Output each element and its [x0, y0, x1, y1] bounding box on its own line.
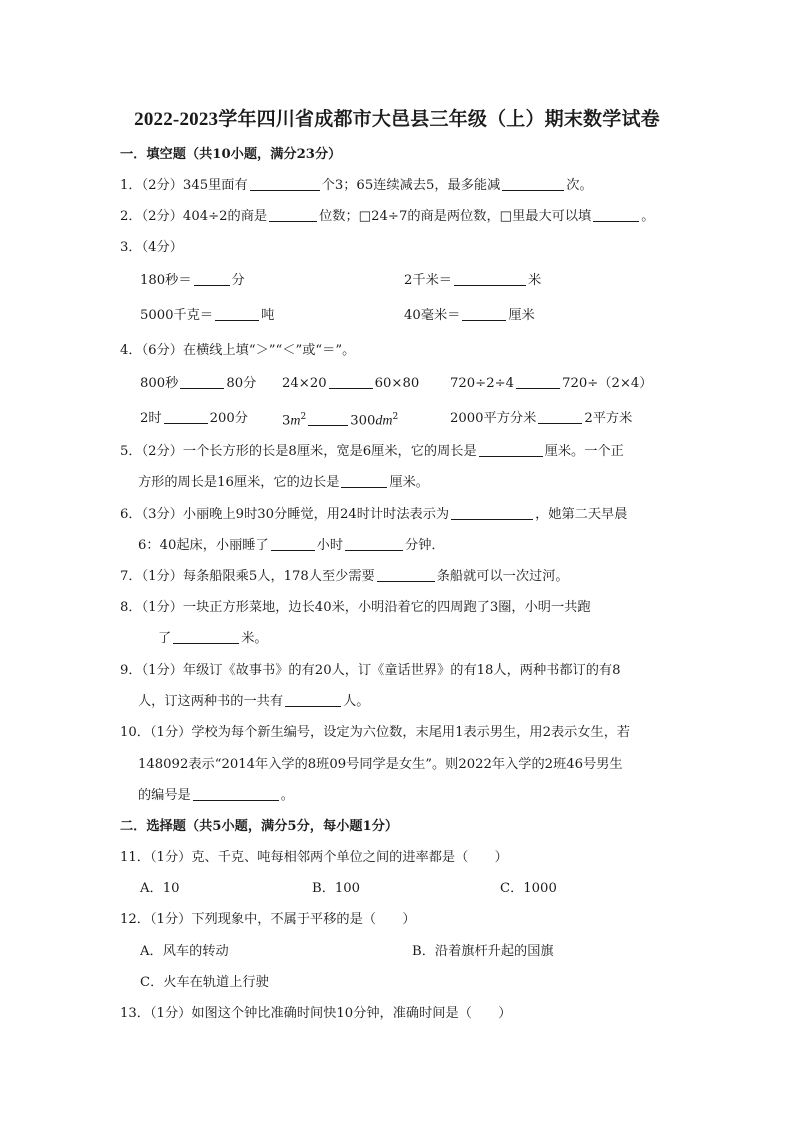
answer-blank — [377, 568, 435, 582]
question-text: ，她第二天早晨 — [535, 507, 628, 522]
question-text: 800秒 — [140, 376, 179, 391]
question-text: 次。 — [566, 178, 593, 193]
question-text: 6．（3分）小丽晚上9时30分睡觉，用24时计时法表示为 — [120, 507, 450, 522]
compare-item — [450, 375, 653, 393]
section-heading-choice: 二．选择题（共5小题，满分5分，每小题1分） — [120, 819, 399, 834]
question-text: 厘米。 — [389, 475, 429, 490]
question-text: 5000千克＝ — [140, 308, 214, 323]
question-text: 分钟． — [405, 538, 445, 553]
answer-blank — [285, 693, 341, 707]
question-text: 2时 — [140, 411, 162, 426]
answer-blank — [215, 307, 259, 321]
question-text: 。 — [280, 788, 294, 803]
option-c: C．火车在轨道上行驶 — [140, 975, 269, 990]
question-text: 2．（2分）404÷2的商是 — [120, 209, 268, 224]
unit-exponent: 2 — [300, 412, 307, 422]
option-b: B．100 — [312, 881, 361, 896]
question-3-item — [140, 272, 245, 290]
question-11: 11．（1分）克、千克、吨每相邻两个单位之间的进率都是（ ） — [120, 850, 508, 865]
answer-blank — [538, 410, 582, 424]
question-text: 位数；□24÷7的商是两位数，□里最大可以填 — [319, 209, 592, 224]
answer-blank — [502, 177, 564, 191]
answer-blank — [462, 307, 506, 321]
question-6-cont — [138, 537, 445, 555]
answer-blank — [454, 272, 526, 286]
compare-item — [140, 375, 256, 393]
answer-blank — [271, 537, 315, 551]
answer-blank — [308, 412, 348, 426]
answer-blank — [164, 410, 208, 424]
unit-text: dm — [375, 413, 393, 429]
option-a: A．10 — [140, 881, 180, 896]
question-7 — [120, 568, 569, 586]
question-8: 8．（1分）一块正方形菜地，边长40米，小明沿着它的四周跑了3圈，小明一共跑 — [120, 600, 591, 615]
question-text: 720÷2÷4 — [450, 376, 515, 391]
question-6 — [120, 506, 627, 524]
answer-blank — [593, 208, 639, 222]
compare-item — [282, 408, 398, 430]
question-text: 厘米。一个正 — [544, 444, 624, 459]
question-3-item — [140, 307, 274, 325]
answer-blank — [341, 474, 387, 488]
question-text: 吨 — [261, 308, 275, 323]
answer-blank — [451, 506, 533, 520]
question-3-item — [404, 272, 541, 290]
question-text: 200分 — [209, 411, 248, 426]
question-text: 1．（2分）345里面有 — [120, 178, 248, 193]
question-10: 10．（1分）学校为每个新生编号，设定为六位数，末尾用1表示男生，用2表示女生，若 — [120, 725, 631, 740]
question-12: 12．（1分）下列现象中，不属于平移的是（ ） — [120, 912, 416, 927]
option-c: C．1000 — [500, 881, 557, 896]
question-3-header: 3．（4分） — [120, 240, 183, 255]
unit-text: m — [290, 413, 301, 429]
question-2 — [120, 208, 654, 226]
question-text: 2000平方分米 — [450, 411, 537, 426]
unit-exponent: 2 — [392, 412, 399, 422]
question-13: 13．（1分）如图这个钟比准确时间快10分钟，准确时间是（ ） — [120, 1006, 512, 1021]
question-text: 6：40起床，小丽睡了 — [138, 538, 269, 553]
question-text: 80分 — [226, 376, 257, 391]
question-text: 7．（1分）每条船限乘5人，178人至少需要 — [120, 569, 375, 584]
answer-blank — [250, 177, 320, 191]
page-title: 2022-2023学年四川省成都市大邑县三年级（上）期末数学试卷 — [134, 109, 660, 130]
question-text: 2千米＝ — [404, 273, 452, 288]
answer-blank — [193, 787, 279, 801]
question-text: 。 — [641, 209, 655, 224]
answer-blank — [194, 272, 230, 286]
question-9-cont — [138, 693, 369, 711]
answer-blank — [516, 375, 560, 389]
question-5-cont — [138, 474, 429, 492]
compare-item — [282, 375, 419, 393]
question-text: 人，订这两种书的一共有 — [138, 694, 284, 709]
option-a: A．风车的转动 — [140, 944, 229, 959]
answer-blank — [329, 375, 373, 389]
question-text: 的编号是 — [138, 788, 191, 803]
question-text: 180秒＝ — [140, 273, 192, 288]
question-5 — [120, 443, 624, 461]
question-3-item — [404, 307, 535, 325]
question-9: 9．（1分）年级订《故事书》的有20人，订《童话世界》的有18人，两种书都订的有8 — [120, 663, 621, 678]
question-text: 小时 — [316, 538, 344, 553]
compare-item — [450, 410, 632, 428]
question-text: 3 — [282, 413, 291, 429]
question-text: 5．（2分）一个长方形的长是8厘米，宽是6厘米，它的周长是 — [120, 444, 477, 459]
question-text: 60×80 — [374, 376, 420, 391]
question-text: 分 — [231, 273, 245, 288]
question-text: 40毫米＝ — [404, 308, 461, 323]
answer-blank — [269, 208, 317, 222]
question-10-cont — [138, 787, 294, 805]
question-text: 厘米 — [508, 308, 535, 323]
answer-blank — [173, 630, 239, 644]
section-heading-fill-blank: 一．填空题（共10小题，满分23分） — [120, 147, 342, 162]
question-1 — [120, 177, 593, 195]
answer-blank — [180, 375, 224, 389]
answer-blank — [479, 443, 543, 457]
option-b: B．沿着旗杆升起的国旗 — [412, 944, 554, 959]
question-text: 300 — [350, 413, 376, 429]
question-8-cont — [158, 630, 268, 648]
question-text: 人。 — [343, 694, 370, 709]
question-text: 2平方米 — [584, 411, 633, 426]
question-text: 个3；65连续减去5，最多能减 — [321, 178, 501, 193]
question-4-header: 4．（6分）在横线上填“＞”“＜”或“＝”。 — [120, 343, 356, 358]
question-text: 方形的周长是16厘米，它的边长是 — [138, 475, 340, 490]
question-text: 24×20 — [282, 376, 327, 391]
compare-item — [140, 410, 248, 428]
question-10-cont: 148092表示“2014年入学的8班09号同学是女生”。则2022年入学的2班46号男生 — [138, 757, 623, 772]
question-text: 了 — [158, 631, 172, 646]
question-text: 720÷（2×4） — [562, 376, 653, 391]
question-text: 米。 — [241, 631, 268, 646]
answer-blank — [345, 537, 403, 551]
question-text: 条船就可以一次过河。 — [436, 569, 569, 584]
question-text: 米 — [527, 273, 542, 288]
